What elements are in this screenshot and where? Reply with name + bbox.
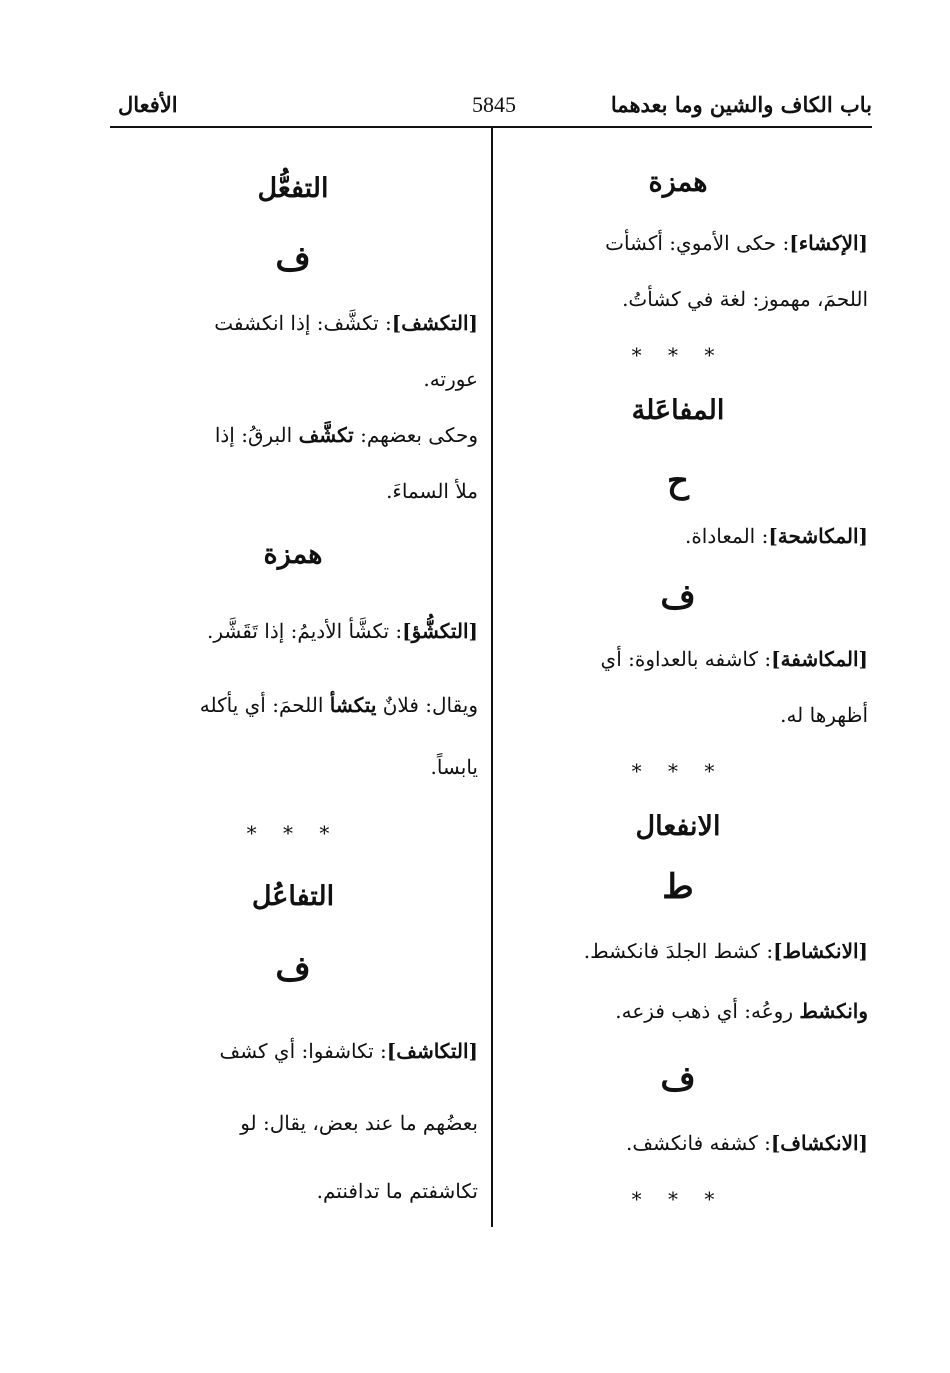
entry-text: روعُه: أي ذهب فزعه. xyxy=(615,999,800,1023)
entry-line: يابساً. xyxy=(430,755,478,779)
entry-text: ويقال: فلانٌ xyxy=(376,693,478,717)
entry-text: : المعاداة. xyxy=(684,524,769,548)
letter-heading: ط xyxy=(662,867,694,907)
entry-line xyxy=(108,1039,478,1063)
section-heading: همزة xyxy=(648,167,708,198)
entry-term: [المكاشفة] xyxy=(771,647,868,671)
entry-text: : كشط الجلدَ فانكشط. xyxy=(583,939,774,963)
entry-term: [الانكشاف] xyxy=(770,1131,868,1155)
entry-text: : تكاشفوا: أي كشف xyxy=(219,1039,387,1063)
section-separator: * * * xyxy=(631,759,725,783)
entry-line: تكاشفتم ما تدافنتم. xyxy=(316,1179,478,1203)
entry-text: : كشفه فانكشف. xyxy=(626,1131,771,1155)
entry-term: وانكشط xyxy=(799,999,868,1023)
section-heading: التفاعُل xyxy=(251,881,335,912)
entry-line xyxy=(108,311,478,335)
entry-line: أظهرها له. xyxy=(780,703,868,727)
entry-term: [الإكشاء] xyxy=(789,231,868,255)
entry-term: [الانكشاط] xyxy=(773,939,868,963)
letter-heading: ف xyxy=(660,1059,696,1099)
section-heading: المفاعَلة xyxy=(631,395,725,426)
entry-line xyxy=(488,524,868,548)
letter-heading: ف xyxy=(275,949,311,989)
section-separator: * * * xyxy=(246,821,340,845)
entry-term: [التكشف] xyxy=(391,311,478,335)
entry-line xyxy=(488,231,868,255)
entry-text: وحكى بعضهم: xyxy=(353,423,478,447)
entry-term: يتكشأ xyxy=(329,693,377,717)
entry-line xyxy=(488,939,868,963)
entry-line: عورته. xyxy=(423,367,478,391)
section-separator: * * * xyxy=(631,1187,725,1211)
section-heading: الانفعال xyxy=(635,811,721,842)
entry-text: : تكشَّف: إذا انكشفت xyxy=(214,311,392,335)
entry-text: : كاشفه بالعداوة: أي xyxy=(600,647,772,671)
entry-text: البرقُ: إذا xyxy=(214,423,299,447)
letter-heading: ف xyxy=(275,239,311,279)
entry-line: ملأ السماءَ. xyxy=(386,479,478,503)
entry-term: [المكاشحة] xyxy=(768,524,868,548)
entry-line xyxy=(108,619,478,643)
section-separator: * * * xyxy=(631,343,725,367)
entry-line: بعضُهم ما عند بعض، يقال: لو xyxy=(240,1111,478,1135)
letter-heading: ح xyxy=(667,461,689,501)
section-heading: التفعُّل xyxy=(257,173,329,204)
entry-text: : حكى الأموي: أكشأت xyxy=(605,231,790,255)
entry-line xyxy=(488,1131,868,1155)
entry-term: تكشَّف xyxy=(298,423,354,447)
entry-text: : تكشَّأ الأديمُ: إذا تَقَشَّر. xyxy=(207,619,403,643)
entry-term: [التكاشف] xyxy=(386,1039,478,1063)
entry-line: اللحمَ، مهموز: لغة في كشأتُ. xyxy=(622,287,868,311)
entry-text: اللحمَ: أي يأكله xyxy=(199,693,330,717)
entry-line xyxy=(488,999,868,1023)
chapter-title: باب الكاف والشين وما بعدهما xyxy=(610,92,872,117)
entry-line xyxy=(488,647,868,671)
letter-heading: ف xyxy=(660,577,696,617)
section-running-title: الأفعال xyxy=(118,92,178,117)
page-number: 5845 xyxy=(472,92,516,117)
section-heading: همزة xyxy=(263,539,323,570)
page-header xyxy=(110,84,872,128)
entry-line xyxy=(108,423,478,447)
entry-line xyxy=(108,693,478,717)
entry-term: [التكشُّؤ] xyxy=(402,619,478,643)
